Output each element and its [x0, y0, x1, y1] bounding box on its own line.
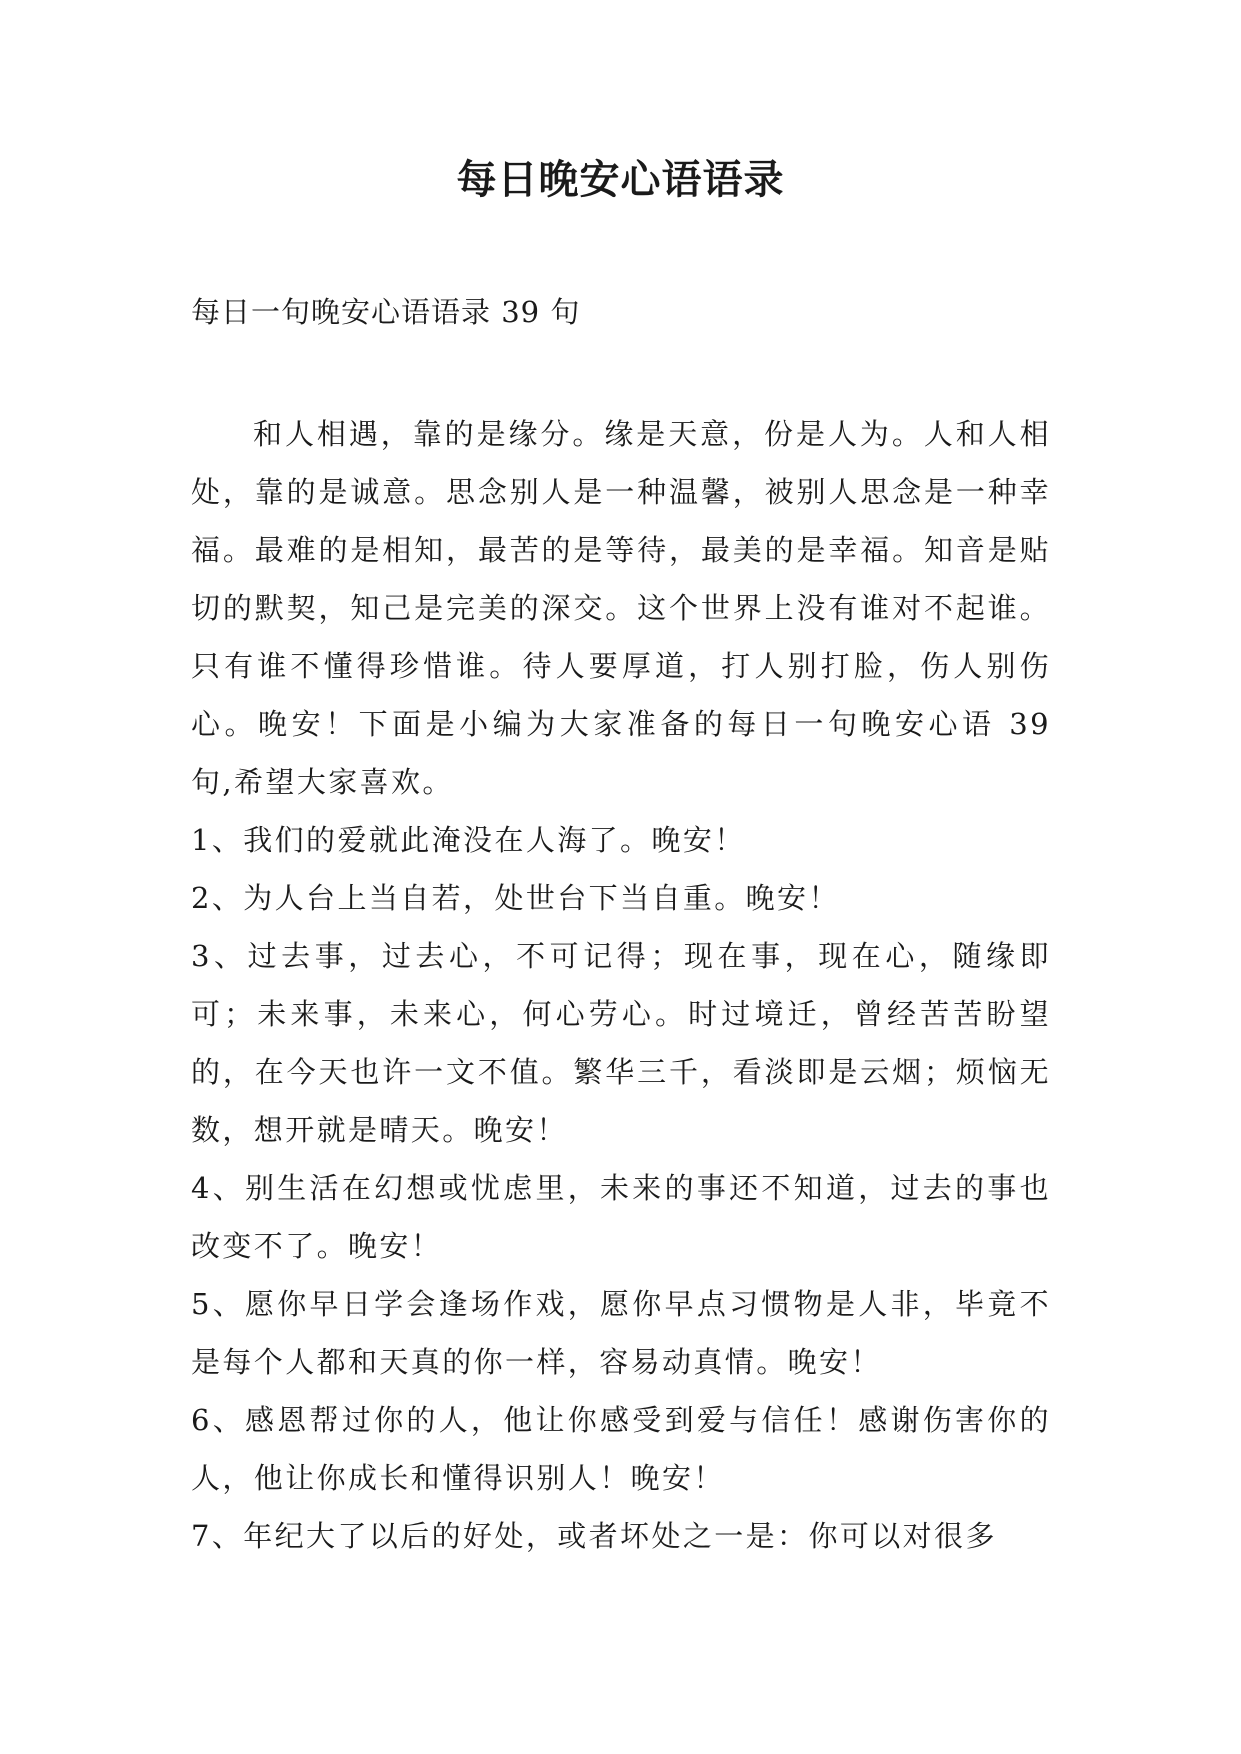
list-item: 5、愿你早日学会逢场作戏，愿你早点习惯物是人非，毕竟不是每个人都和天真的你一样，容易动真情。晚安！	[191, 1287, 1051, 1379]
list-item: 6、感恩帮过你的人，他让你感受到爱与信任！感谢伤害你的人，他让你成长和懂得识别人！晚安！	[191, 1403, 1051, 1495]
list-item: 1、我们的爱就此淹没在人海了。晚安！	[191, 823, 746, 857]
document-subtitle: 每日一句晚安心语语录 39 句	[191, 295, 581, 329]
intro-paragraph: 和人相遇，靠的是缘分。缘是天意，份是人为。人和人相处，靠的是诚意。思念别人是一种温馨，被别人思念是一种幸福。最难的是相知，最苦的是等待，最美的是幸福。知音是贴切的默契，知己是完美的深交。这个世界上没有谁对不起谁。只有谁不懂得珍惜谁。待人要厚道，打人别打脸，伤人别伤心。晚安！下面是小编为大家准备的每日一句晚安心语 39 句,希望大家喜欢。	[191, 417, 1051, 799]
document-title: 每日晚安心语语录	[456, 156, 785, 203]
list-item: 3、过去事，过去心，不可记得；现在事，现在心，随缘即可；未来事，未来心，何心劳心。时过境迁，曾经苦苦盼望的，在今天也许一文不值。繁华三千，看淡即是云烟；烦恼无数，想开就是晴天。晚安！	[191, 939, 1051, 1147]
list-item: 7、年纪大了以后的好处，或者坏处之一是：你可以对很多	[191, 1519, 997, 1553]
list-item: 2、为人台上当自若，处世台下当自重。晚安！	[191, 881, 840, 915]
document-body	[191, 405, 1051, 1565]
list-item: 4、别生活在幻想或忧虑里，未来的事还不知道，过去的事也改变不了。晚安！	[191, 1171, 1051, 1263]
